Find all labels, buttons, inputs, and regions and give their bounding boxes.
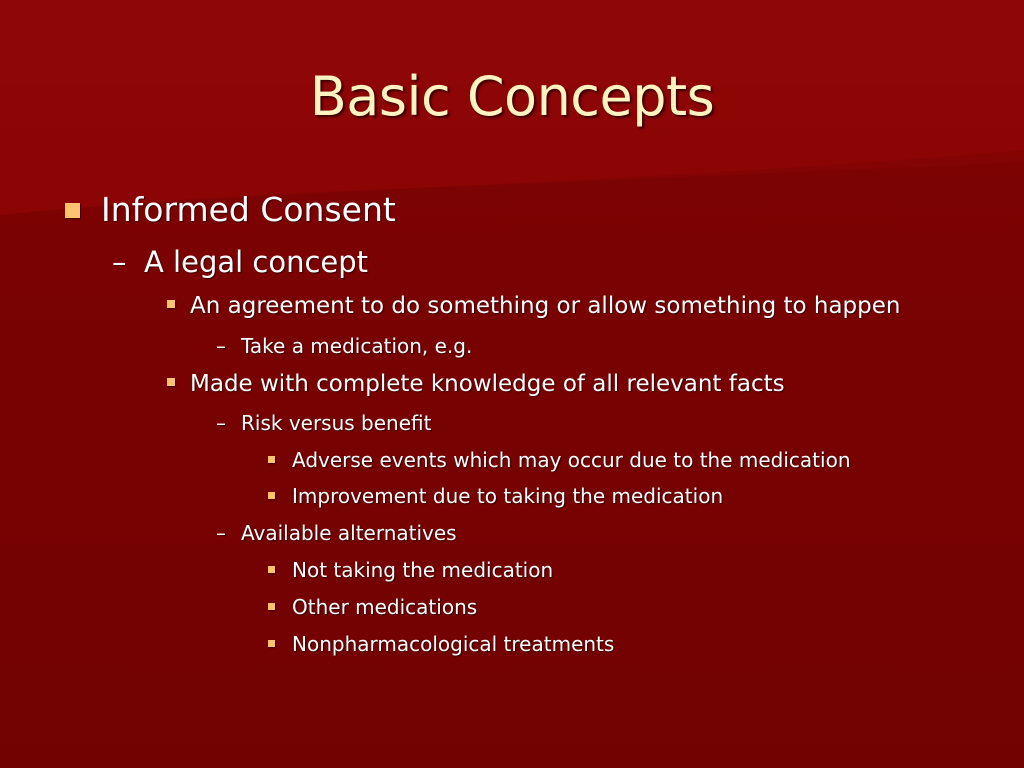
bullet-nonpharmacological: Nonpharmacological treatments (292, 632, 615, 656)
bullet-other-medications: Other medications (292, 595, 478, 619)
square-bullet-icon (268, 603, 275, 610)
bullet-available-alternatives: Available alternatives (241, 521, 457, 545)
dash-marker-icon: – (216, 521, 226, 545)
bullet-agreement: An agreement to do something or allow something to happen (190, 293, 901, 319)
bullet-adverse-events: Adverse events which may occur due to the medication (292, 448, 851, 472)
bullet-take-medication: Take a medication, e.g. (241, 334, 473, 358)
square-bullet-icon (167, 300, 175, 308)
square-bullet-icon (268, 640, 275, 647)
bullet-informed-consent: Informed Consent (101, 190, 396, 229)
bullet-complete-knowledge: Made with complete knowledge of all relevant facts (190, 371, 785, 397)
dash-marker-icon: – (112, 245, 127, 279)
square-bullet-icon (268, 566, 275, 573)
bullet-not-taking: Not taking the medication (292, 558, 554, 582)
dash-marker-icon: – (216, 411, 226, 435)
bullet-risk-benefit: Risk versus benefit (241, 411, 432, 435)
square-bullet-icon (268, 492, 275, 499)
bullet-legal-concept: A legal concept (144, 245, 369, 279)
bullet-improvement: Improvement due to taking the medication (292, 484, 724, 508)
square-bullet-icon (268, 456, 275, 463)
square-bullet-icon (65, 203, 80, 218)
slide-title: Basic Concepts (309, 65, 715, 128)
dash-marker-icon: – (216, 334, 226, 358)
square-bullet-icon (167, 378, 175, 386)
